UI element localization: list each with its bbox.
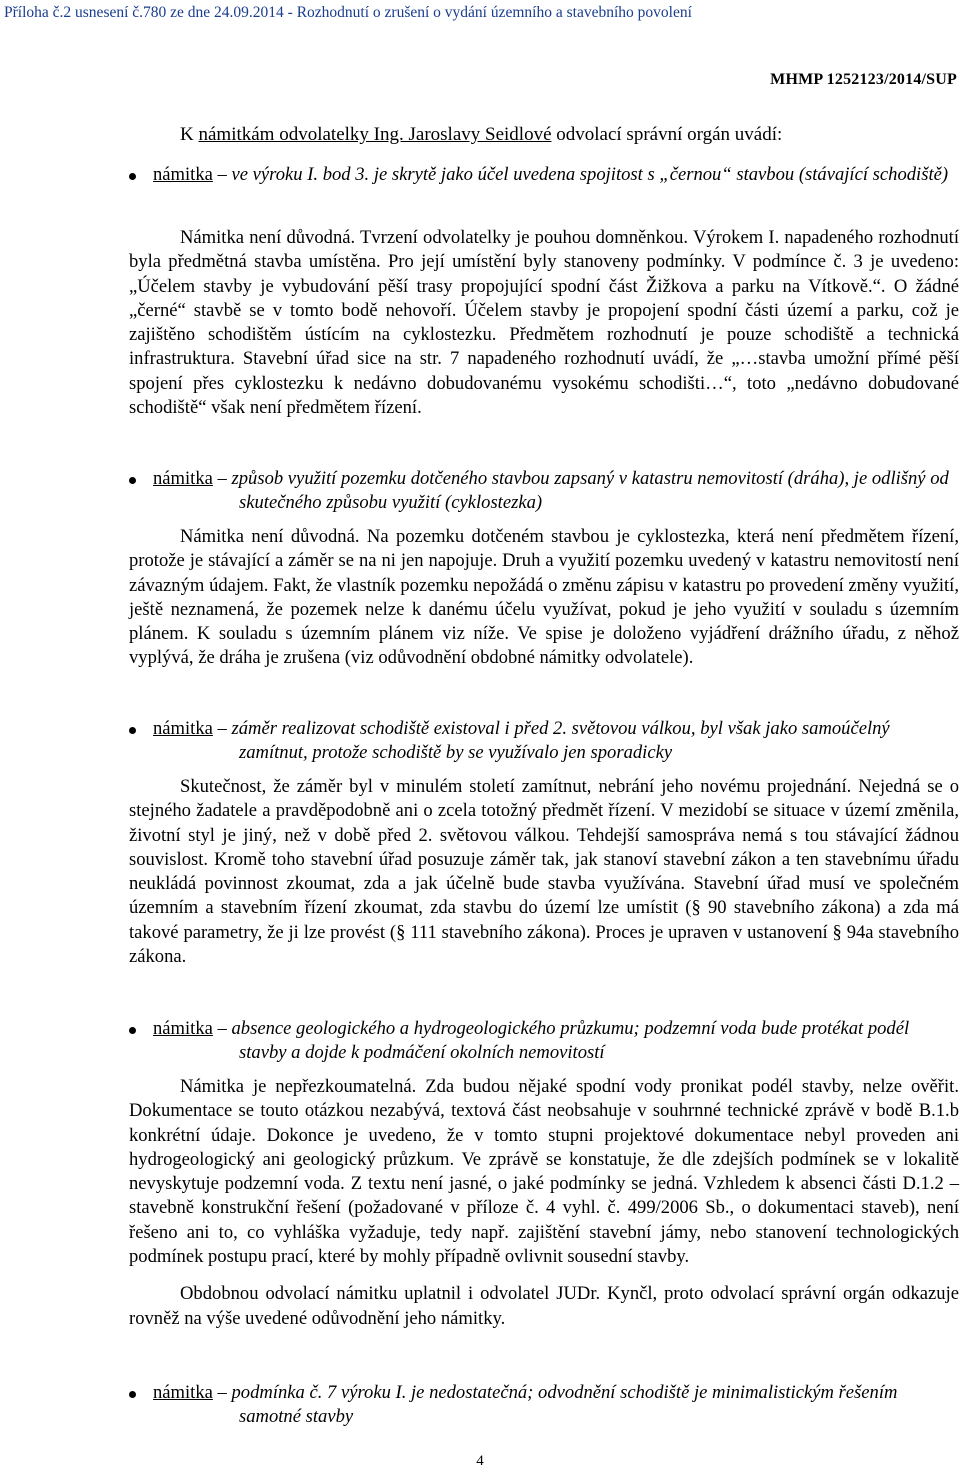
objection-body: – ve výroku I. bod 3. je skrytě jako účel uvedena spojitost s „černou“ stavbou (stávající schodiště) (212, 164, 949, 185)
response-1 (129, 226, 959, 420)
objection-body: – záměr realizovat schodiště existoval i před 2. světovou válkou, byl však jako samoúčelný zamítnut, protože schodiště by se využívalo jen sporadicky (212, 718, 890, 764)
intro-underlined: námitkám odvolatelky Ing. Jaroslavy Seidlové (198, 124, 552, 145)
response-3 (129, 775, 959, 969)
objection-5 (129, 1381, 959, 1430)
objection-keyword: námitka (153, 718, 213, 739)
response-paragraph: Skutečnost, že záměr byl v minulém století zamítnut, nebrání jeho novému projednání. Nejedná se o stejného žadatele a pravděpodobně ani o zcela totožný předmět řízení. V mezidobí se situace v území změnila, životní styl je jiný, než v době před 2. světovou válkou. Tehdejší samospráva nemá s tou stávající žádnou souvislost. Kromě toho stavební úřad posuzuje záměr tak, jak stanoví stavební zákon a ten stavebnímu úřadu neukládá povinnost zkoumat, zda a jak účelně bude stavba využívána. Stavební úřad musí ve společném územním a stavebním řízení zkoumat, zda stavbu do území lze umístit (§ 90 stavebního zákona) a zda má takové parametry, že ji lze provést (§ 111 stavebního zákona). Proces je upraven v ustanovení § 94a stavebního zákona. (129, 776, 959, 968)
intro-prefix: K (180, 124, 199, 145)
objection-3 (129, 717, 959, 766)
objection-keyword: námitka (153, 1382, 213, 1403)
response-2 (129, 525, 959, 671)
objection-keyword: námitka (153, 468, 213, 489)
intro-line (180, 124, 782, 146)
objection-text (153, 1381, 959, 1430)
response-paragraph: Námitka je nepřezkoumatelná. Zda budou nějaké spodní vody pronikat podél stavby, nelze ověřit. Dokumentace se touto otázkou nezabývá, textová část neobsahuje v souhrnné technické zprávě v bodě B.1.b konkrétní údaje. Dokonce je uvedeno, že v tomto stupni projektové dokumentace nebyl proveden ani hydrogeologický ani geologický průzkum. Ve zprávě se konstatuje, že dle zdejších podmínek se v lokalitě nevyskytuje podzemní voda. Z textu není jasné, o jaké podmínky se jedná. Vzhledem k absenci části D.1.2 – stavebně konstrukční řešení (požadované v příloze č. 4 vyhl. č. 499/2006 Sb., o dokumentaci staveb), není řešeno ani to, co vyhláška vyžaduje, tedy např. zajištění stavební jámy, nebo stanovení technologických podmínek postupu prací, které by mohly případně ovlivnit sousední stavby. (129, 1076, 959, 1268)
objection-text (153, 1017, 959, 1066)
bullet-icon (129, 1027, 136, 1034)
reference-number: MHMP 1252123/2014/SUP (770, 71, 957, 88)
objection-text (153, 163, 959, 187)
bullet-icon (129, 173, 136, 180)
objection-1 (129, 163, 959, 187)
objection-body: – způsob využití pozemku dotčeného stavbou zapsaný v katastru nemovitostí (dráha), je odlišný od skutečného způsobu využití (cyklostezka) (212, 468, 949, 514)
objection-2 (129, 467, 959, 516)
objection-text (153, 467, 959, 516)
objection-keyword: námitka (153, 164, 213, 185)
objection-4 (129, 1017, 959, 1066)
page-number: 4 (476, 1453, 484, 1469)
objection-keyword: námitka (153, 1018, 213, 1039)
objection-body: – absence geologického a hydrogeologického průzkumu; podzemní voda bude protékat podél stavby a dojde k podmáčení okolních nemovitostí (212, 1018, 910, 1064)
bullet-icon (129, 727, 136, 734)
response-paragraph: Obdobnou odvolací námitku uplatnil i odvolatel JUDr. Kynčl, proto odvolací správní orgán odkazuje rovněž na výše uvedené odůvodnění jeho námitky. (129, 1283, 959, 1329)
bullet-icon (129, 477, 136, 484)
response-4 (129, 1075, 959, 1331)
bullet-icon (129, 1391, 136, 1398)
objection-text (153, 717, 959, 766)
document-header-bar (0, 0, 960, 34)
document-header-text: Příloha č.2 usnesení č.780 ze dne 24.09.2014 - Rozhodnutí o zrušení o vydání územního a stavebního povolení (4, 4, 692, 21)
response-paragraph: Námitka není důvodná. Na pozemku dotčeném stavbou je cyklostezka, která není předmětem řízení, protože je stávající a záměr se na ni jen napojuje. Druh a využití pozemku uvedený v katastru nemovitostí není závazným údajem. Fakt, že vlastník pozemku nepožádá o změnu zápisu v katastru po provedení změny využití, ještě neznamená, že pozemek nelze k danému účelu využívat, pokud je jeho využití v souladu s územním plánem. K souladu s územním plánem viz níže. Ve spise je doloženo vyjádření drážního úřadu, z něhož vyplývá, že dráha je zrušena (viz odůvodnění obdobné námitky odvolatele). (129, 526, 959, 669)
objection-body: – podmínka č. 7 výroku I. je nedostatečná; odvodnění schodiště je minimalistickým řešením samotné stavby (212, 1382, 898, 1428)
response-paragraph: Námitka není důvodná. Tvrzení odvolatelky je pouhou domněnkou. Výrokem I. napadeného rozhodnutí byla předmětná stavba umístěna. Pro její umístění byly stanoveny podmínky. V podmínce č. 3 je uvedeno: „Účelem stavby je vybudování pěší trasy propojující spodní část Žižkova a parku na Vítkově.“. O žádné „černé“ stavbě se v tomto bodě nehovoří. Účelem stavby je propojení spodní části území a parku, což je zajištěno schodištěm ústícím na cyklostezku. Předmětem rozhodnutí je pouze schodiště a technická infrastruktura. Stavební úřad sice na str. 7 napadeného rozhodnutí uvádí, že „…stavba umožní přímé pěší spojení přes cyklostezku k nedávno dobudovanému vysokému schodišti…“, toto „nedávno dobudované schodiště“ však není předmětem řízení. (129, 227, 959, 419)
intro-suffix: odvolací správní orgán uvádí: (551, 124, 783, 145)
